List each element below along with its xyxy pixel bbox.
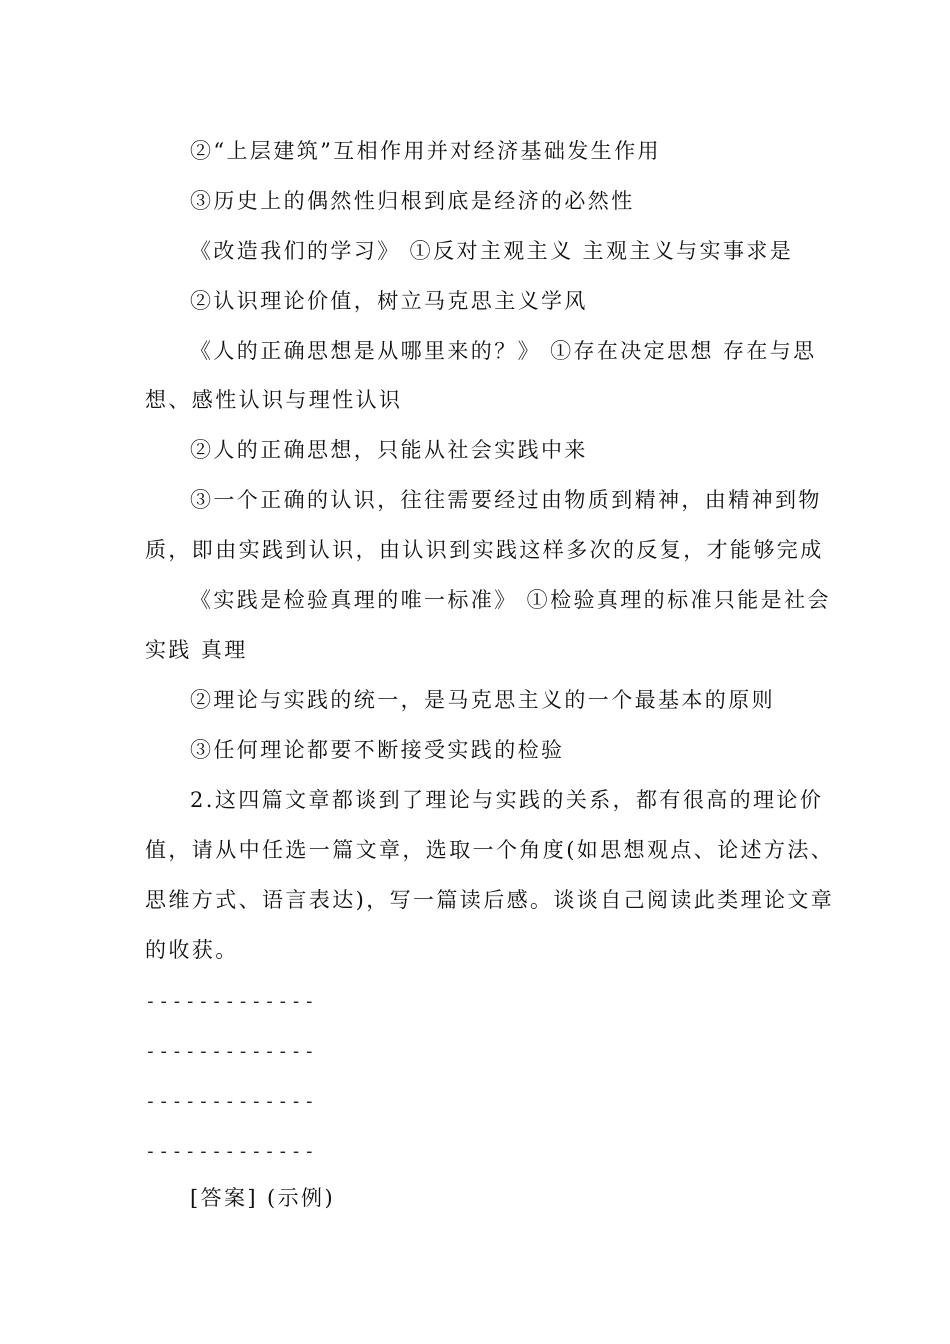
answer-blank-line: ------------- <box>145 1041 318 1062</box>
text-line: ②“上层建筑”互相作用并对经济基础发生作用 <box>190 139 661 163</box>
answer-blank-line: ------------- <box>145 1141 318 1162</box>
text-line: 《人的正确思想是从哪里来的？》 ①存在决定思想 存在与思 <box>190 339 817 363</box>
answer-blank-line: ------------- <box>145 1091 318 1112</box>
text-line: ③一个正确的认识，往往需要经过由物质到精神，由精神到物 <box>190 488 822 512</box>
text-line: ③任何理论都要不断接受实践的检验 <box>190 738 565 762</box>
text-line: ②人的正确思想，只能从社会实践中来 <box>190 438 588 462</box>
answer-label: [答案] (示例) <box>190 1186 336 1210</box>
text-line: 《实践是检验真理的唯一标准》 ①检验真理的标准只能是社会 <box>190 588 831 612</box>
question-text: 思维方式、语言表达)，写一篇读后感。谈谈自己阅读此类理论文章 <box>145 888 835 912</box>
question-text: 的收获。 <box>145 938 239 962</box>
text-line: 《改造我们的学习》 ①反对主观主义 主观主义与实事求是 <box>190 239 794 263</box>
text-line: 想、感性认识与理性认识 <box>145 388 403 412</box>
question-text: 值，请从中任选一篇文章，选取一个角度(如思想观点、论述方法、 <box>145 838 835 862</box>
text-line: ②理论与实践的统一，是马克思主义的一个最基本的原则 <box>190 688 775 712</box>
text-line: 实践 真理 <box>145 638 248 662</box>
question-text: 2.这四篇文章都谈到了理论与实践的关系，都有很高的理论价 <box>190 788 824 812</box>
text-line: 质，即由实践到认识，由认识到实践这样多次的反复，才能够完成 <box>145 538 824 562</box>
answer-blank-line: ------------- <box>145 991 318 1012</box>
text-line: ③历史上的偶然性归根到底是经济的必然性 <box>190 189 635 213</box>
text-line: ②认识理论价值，树立马克思主义学风 <box>190 289 588 313</box>
